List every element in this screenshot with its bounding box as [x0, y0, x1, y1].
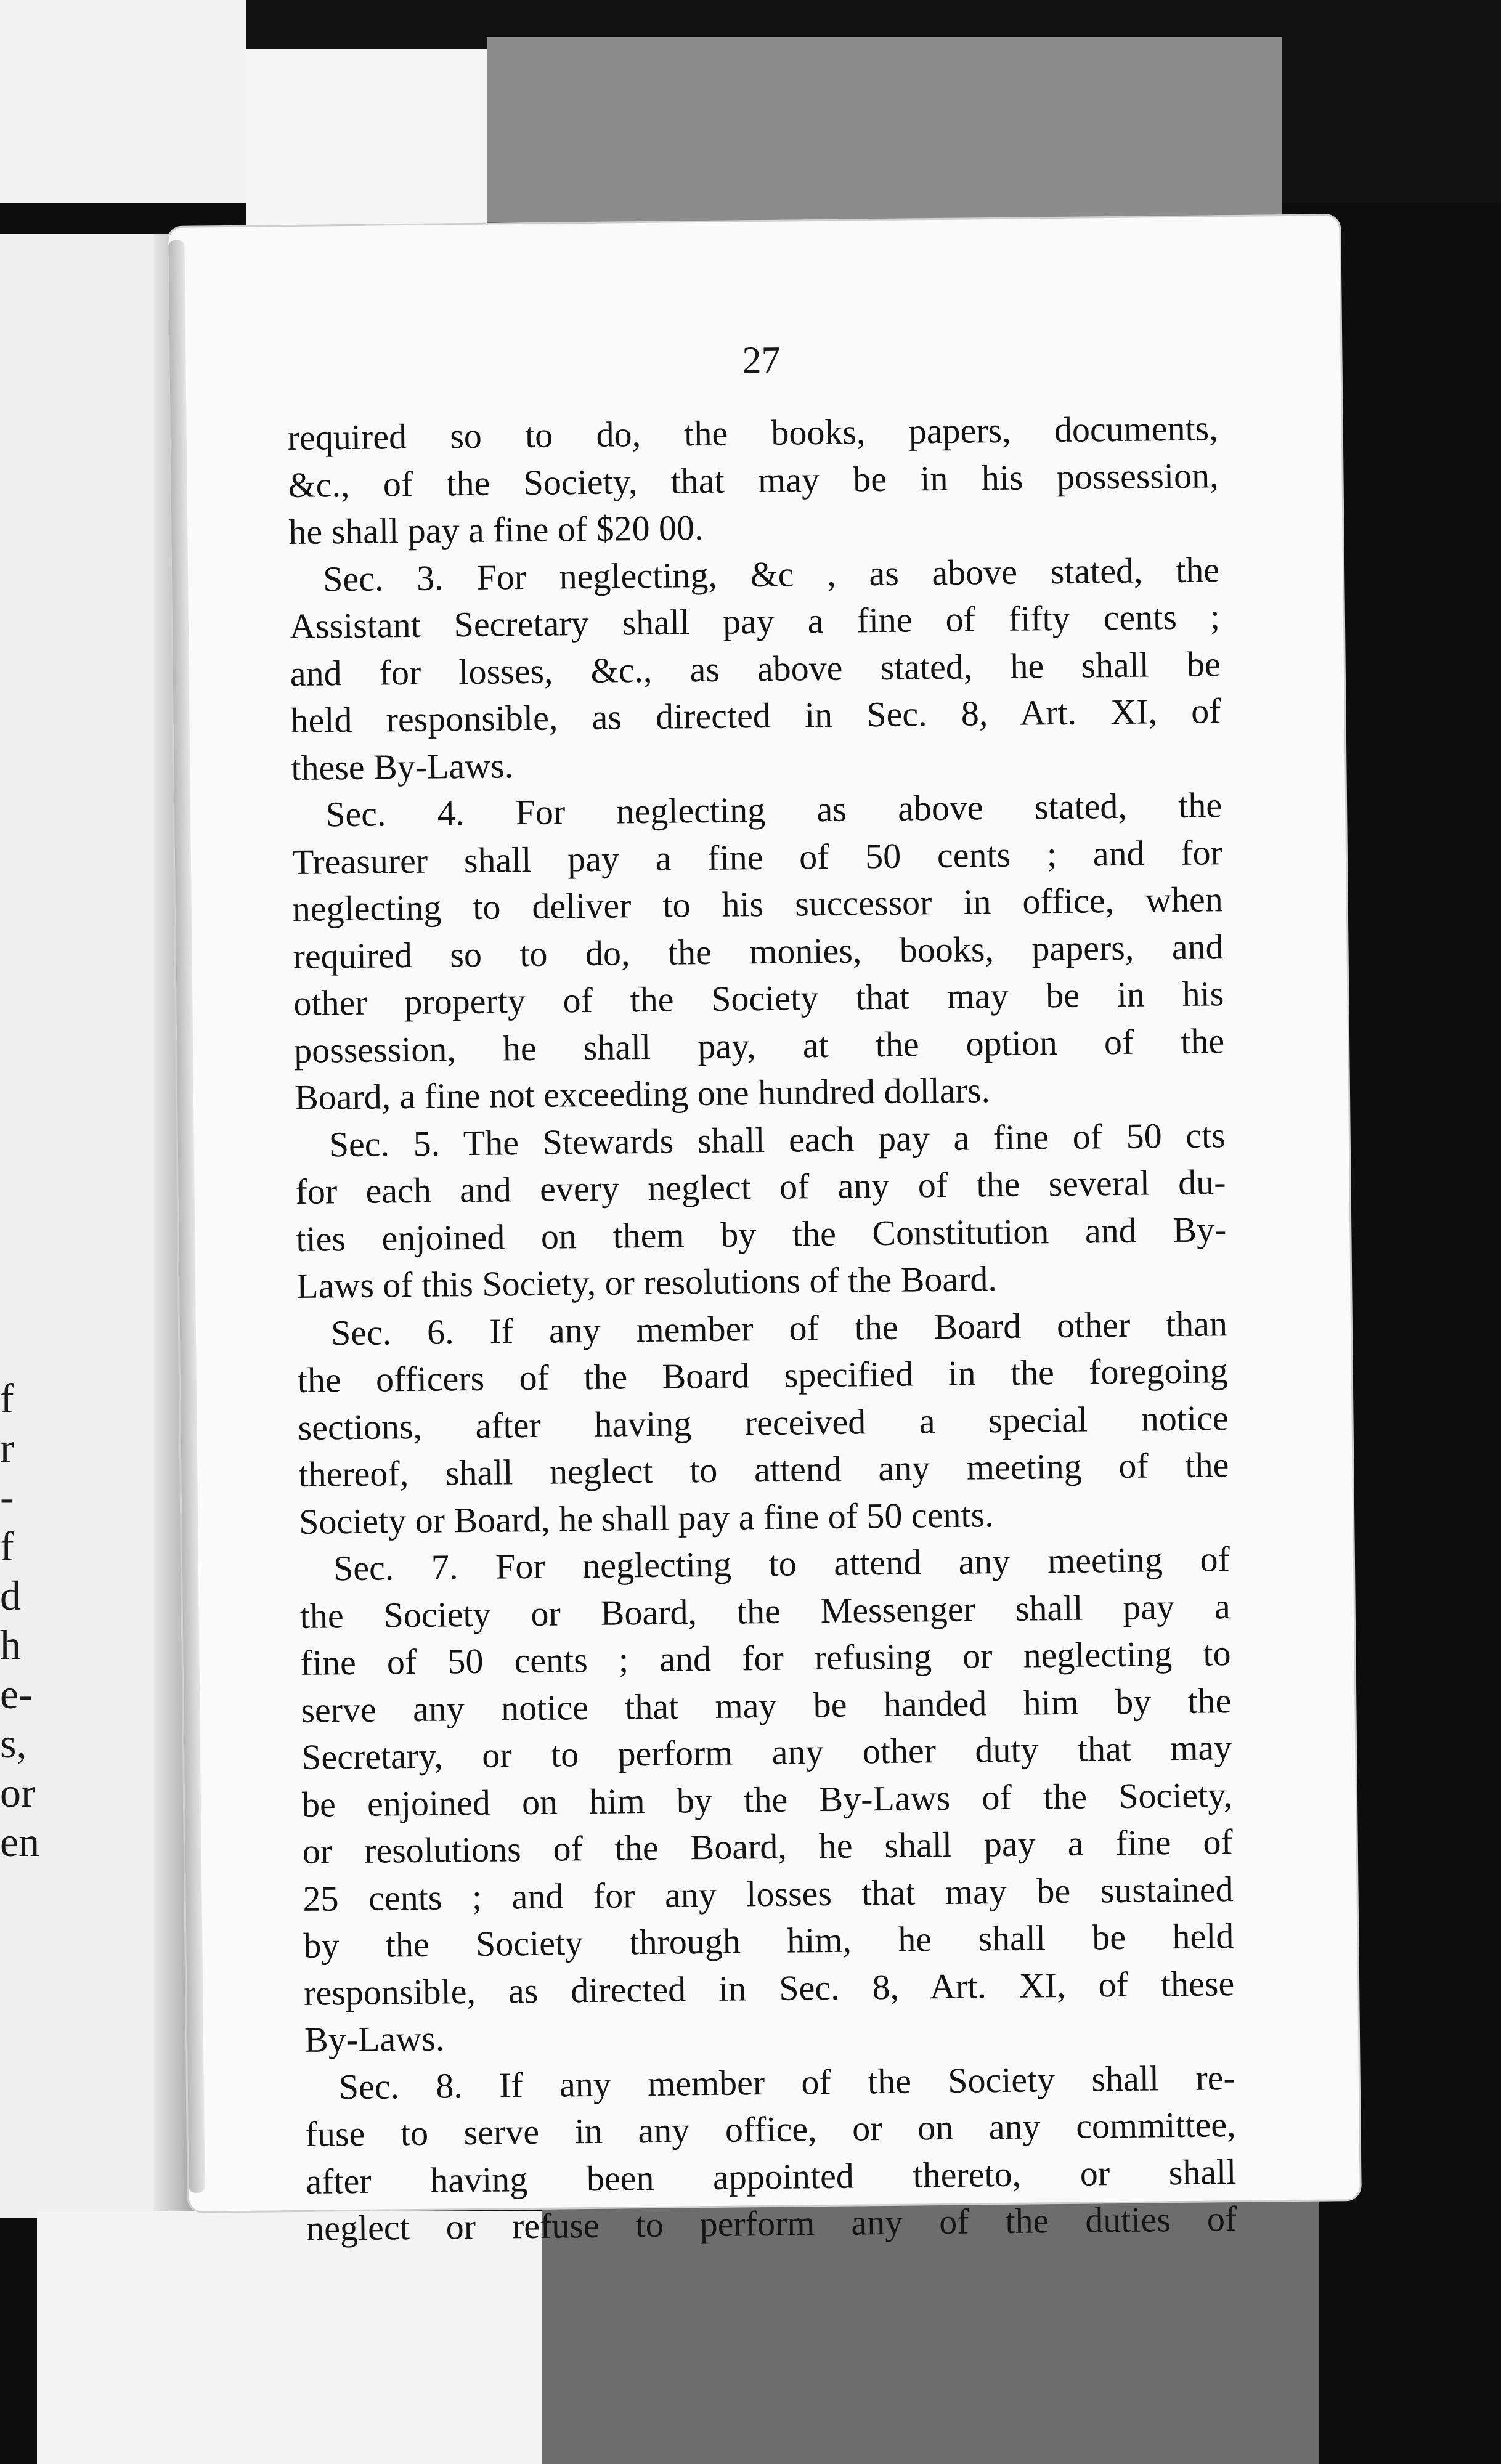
text-line: and for losses, &c., as above stated, he shall be	[290, 643, 1221, 694]
top-grey-backing	[487, 37, 1282, 222]
text-line: held responsible, as directed in Sec. 8, Art. XI, of	[290, 691, 1221, 741]
text-line: Treasurer shall pay a fine of 50 cents ; and for	[291, 832, 1223, 882]
text-line: possession, he shall pay, at the option of the	[293, 1020, 1225, 1071]
left-page-fragment-text: d	[0, 1572, 21, 1619]
text-line: sections, after having received a special notice	[298, 1397, 1229, 1448]
text-line: the officers of the Board specified in the foregoing	[297, 1350, 1229, 1400]
text-line: for each and every neglect of any of the several du-	[295, 1162, 1226, 1212]
left-page-fragment-text: or	[0, 1769, 35, 1816]
text-line: Board, a fine not exceeding one hundred dollars.	[294, 1070, 991, 1117]
text-line: thereof, shall neglect to attend any meeting of the	[298, 1445, 1229, 1494]
left-page-fragment-text: -	[0, 1473, 14, 1520]
text-line: Sec. 7. For neglecting to attend any meeting of	[333, 1539, 1230, 1589]
text-line: he shall pay a fine of $20 00.	[288, 507, 704, 553]
text-line: required so to do, the books, papers, documents,	[287, 408, 1219, 458]
text-line: Sec. 4. For neglecting as above stated, the	[325, 785, 1222, 835]
text-line: &c., of the Society, that may be in his possession,	[288, 455, 1219, 505]
right-page	[168, 216, 1360, 2248]
page-body-text	[287, 405, 1237, 2252]
left-page-fragment-text: r	[0, 1424, 14, 1471]
left-page-fragment-text: en	[0, 1818, 40, 1865]
text-line: after having been appointed thereto, or shall	[306, 2151, 1237, 2202]
top-paper-strip	[246, 49, 487, 234]
text-line: required so to do, the monies, books, papers, and	[293, 926, 1224, 976]
text-line: or resolutions of the Board, he shall pay a fine of	[302, 1822, 1234, 1871]
left-page-fragment-text: f	[0, 1375, 14, 1422]
left-page-fragment-text: h	[0, 1621, 21, 1668]
text-line: Sec. 3. For neglecting, &c , as above stated, the	[322, 549, 1220, 599]
text-line: Society or Board, he shall pay a fine of 50 cents.	[298, 1494, 994, 1542]
text-line: Sec. 6. If any member of the Board other than	[330, 1303, 1228, 1353]
text-line: serve any notice that may be handed him by the	[301, 1680, 1232, 1730]
page-number: 27	[742, 339, 781, 382]
left-page-fragment-text: s,	[0, 1720, 27, 1767]
left-page-text-fragments	[0, 1374, 40, 1866]
text-line: neglecting to deliver to his successor in office, when	[292, 879, 1224, 929]
text-line: by the Society through him, he shall be held	[303, 1916, 1234, 1966]
text-line: be enjoined on him by the By-Laws of the Society,	[301, 1774, 1233, 1825]
text-line: fuse to serve in any office, or on any committee,	[305, 2104, 1236, 2154]
text-line: these By-Laws.	[291, 745, 514, 788]
left-page-fragment-text: f	[0, 1523, 14, 1570]
text-line: Laws of this Society, or resolutions of the Board.	[296, 1258, 998, 1306]
text-line: other property of the Society that may be in his	[293, 973, 1224, 1023]
text-line: Assistant Secretary shall pay a fine of fifty cents ;	[289, 596, 1221, 647]
text-line: fine of 50 cents ; and for refusing or neglecting to	[300, 1633, 1231, 1683]
text-line: responsible, as directed in Sec. 8, Art. XI, of these	[303, 1963, 1235, 2013]
text-line: neglect or refuse to perform any of the duties of	[306, 2199, 1237, 2248]
text-line: 25 cents ; and for any losses that may be sustained	[303, 1868, 1234, 1919]
text-line: By-Laws.	[304, 2018, 445, 2060]
text-line: ties enjoined on them by the Constitution and By-	[296, 1209, 1227, 1259]
text-line: Sec. 8. If any member of the Society shall re-	[338, 2057, 1236, 2107]
text-line: Sec. 5. The Stewards shall each pay a fine of 50 cts	[328, 1114, 1226, 1164]
left-page-fragment-text: e-	[0, 1671, 33, 1717]
text-line: the Society or Board, the Messenger shall pay a	[299, 1586, 1231, 1636]
text-line: Secretary, or to perform any other duty that may	[301, 1727, 1232, 1777]
top-left-paper-strip	[0, 0, 246, 203]
